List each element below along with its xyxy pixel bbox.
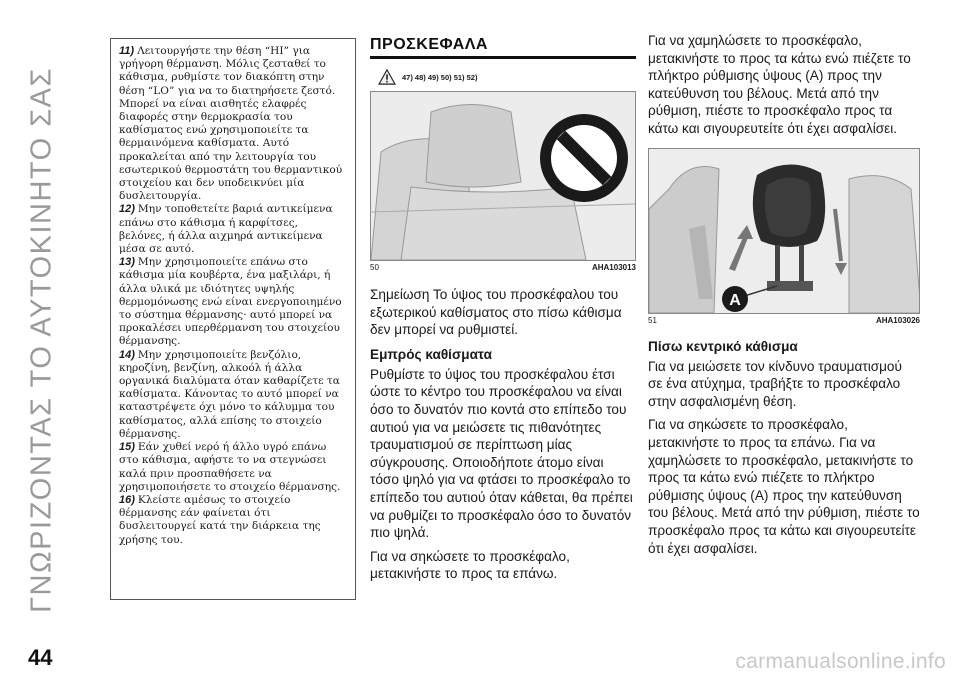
watermark: carmanualsonline.info (735, 650, 946, 673)
rear-headrest-illustration (371, 92, 636, 260)
front-seats-paragraph: Ρυθμίστε το ύψος του προσκέφαλου έτσι ώστε το κέντρο του προσκέφαλου να είναι όσο το δυνατόν πιο κοντά στο επίπεδο του αυτιού για να μειώσετε τις πιθανότητες τραυματισμού σε περίπτωση μίας σύγκρουσης. Οποιοδήποτε άτομο είναι τόσο ψηλό για να φτάσει το προσκέφαλο το επίπεδο του αυτιού όταν κάθεται, θα πρέπει να ρυθμίζει το προσκέφαλο όσο το δυνατόν πιο ψηλά. (370, 366, 633, 541)
figure-number: 51 (648, 315, 657, 325)
note-paragraph: Σημείωση Το ύψος του προσκέφαλου του εξωτερικού καθίσματος στο πίσω κάθισμα δεν μπορεί να ρυθμιστεί. (370, 287, 622, 338)
figure-number: 50 (370, 263, 379, 272)
figure-code: AHA103013 (591, 263, 636, 272)
warning-text: Λειτουργήστε την θέση “HI” για γρήγορη θέρμανση. Μόλις ζεσταθεί το κάθισμα, ρυθμίστε τον διακόπτη στην θέση “LO” για να το διατηρήσετε ζεστό. Μπορεί να είναι αισθητές ελαφρές διαφορές στην θερμοκρασία του καθίσματος ενώ χρησιμοποιείτε τα θερμαινόμενα καθίσματα. Αυτό προκαλείται από την λειτουργία του εσωτερικού θερμοστάτη του θερμαντικού στοιχείου και δεν υποδεικνύει μία δυσλειτουργία. (119, 45, 343, 203)
warning-refs-text: 47) 48) 49) 50) 51) 52) (402, 72, 478, 82)
warning-text: Μην τοποθετείτε βαριά αντικείμενα επάνω στο κάθισμα ή καρφίτσες, βελόνες, ή άλλα αιχμηρά αντικείμενα μέσα σε αυτό. (119, 203, 333, 256)
warning-number: 12) (119, 203, 135, 216)
warning-item (119, 494, 347, 547)
chapter-side-title (22, 20, 62, 660)
warning-item (119, 349, 347, 441)
rear-center-seat-heading: Πίσω κεντρικό κάθισμα (648, 338, 798, 354)
raise-headrest-paragraph: Για να σηκώσετε το προσκέφαλο, μετακινήστε το προς τα επάνω. (370, 548, 570, 582)
figure-50-caption (370, 263, 636, 272)
warning-text: Κλείστε αμέσως το στοιχείο θέρμανσης εάν φαίνεται ότι δυσλειτουργεί κατά την διάρκεια της χρήσης του. (119, 493, 321, 546)
figure-51 (648, 148, 920, 314)
callout-a-label: A (729, 291, 741, 309)
warning-text: Εάν χυθεί νερό ή άλλο υγρό επάνω στο κάθισμα, αφήστε το να στεγνώσει καλά πριν προσπαθήσετε να χρησιμοποιήσετε το στοιχείο θέρμανσης. (119, 441, 341, 493)
rear-center-paragraph-1: Για να μειώσετε τον κίνδυνο τραυματισμού σε ένα ατύχημα, τραβήξτε το προσκέφαλο στην ασφαλισμένη θέση. (648, 358, 902, 409)
lower-headrest-paragraph: Για να χαμηλώσετε το προσκέφαλο, μετακινήστε το προς τα κάτω ενώ πιέζετε το πλήκτρο ρύθμισης ύψους (A) προς την κατεύθυνση του βέλους. Μετά από την ρύθμιση, πιέστε το προσκέφαλο προς τα κάτω και σιγουρευτείτε ότι έχει ασφαλίσει. (648, 33, 911, 136)
warning-number: 15) (119, 441, 135, 454)
warning-references (378, 69, 636, 85)
warning-triangle-icon (378, 69, 396, 85)
section-title: ΠΡΟΣΚΕΦΑΛΑ (370, 36, 488, 53)
front-headrest-illustration (649, 149, 920, 313)
warning-item (119, 256, 347, 348)
warning-number: 14) (119, 348, 135, 361)
warning-number: 13) (119, 256, 135, 269)
warnings-box (110, 38, 356, 600)
figure-51-caption (648, 316, 920, 325)
warning-item (119, 203, 347, 256)
title-rule (370, 56, 636, 59)
front-seats-heading: Εμπρός καθίσματα (370, 346, 492, 362)
warning-item (119, 45, 347, 203)
right-column (648, 32, 920, 557)
warning-text: Μην χρησιμοποιείτε βενζόλιο, κηροζίνη, βενζίνη, αλκοόλ ή άλλα οργανικά διαλύματα όταν καθαρίζετε τα καθίσματα. Κάνοντας το αυτό μπορεί να καταστρέψετε όχι μόνο το κάλυμμα του καθίσματος, αλλά επίσης το στοιχείο θέρμανσης. (119, 348, 340, 440)
figure-50 (370, 91, 636, 261)
warning-number: 11) (119, 45, 135, 57)
page-number: 44 (28, 645, 53, 670)
warning-item (119, 441, 347, 494)
chapter-title-text: ΓΝΩΡΙΖΟΝΤΑΣ ΤΟ ΑΥΤΟΚΙΝΗΤΟ ΣΑΣ (25, 67, 58, 613)
headrest-section (370, 36, 636, 583)
figure-code: AHA103026 (875, 315, 920, 325)
warning-number: 16) (119, 493, 135, 506)
warning-text: Μην χρησιμοποιείτε επάνω στο κάθισμα μία κουβέρτα, ένα μαξιλάρι, ή άλλα υλικά με ιδιότητες υψηλής θερμομόνωσης ενώ είναι ενεργοποιημένο το σύστημα θέρμανσης· αυτό μπορεί να προκαλέσει υπερθέρμανση του στοιχείου θέρμανσης. (119, 256, 342, 348)
prohibited-icon (540, 114, 628, 202)
rear-center-paragraph-2: Για να σηκώσετε το προσκέφαλο, μετακινήστε το προς τα επάνω. Για να χαμηλώσετε το προσκέφαλο, μετακινήστε το προς τα κάτω ενώ πιέζετε το πλήκτρο ρύθμισης ύψους (A) προς την κατεύθυνση του βέλους. Μετά από την ρύθμιση, πιέστε το προσκέφαλο προς τα κάτω και σιγουρευτείτε ότι έχει ασφαλίσει. (648, 417, 920, 556)
